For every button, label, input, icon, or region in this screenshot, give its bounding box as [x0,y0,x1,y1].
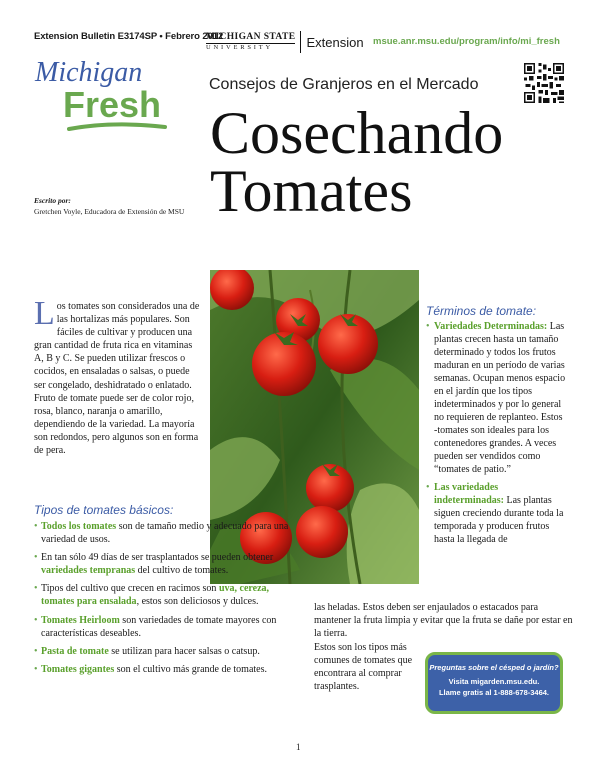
program-url[interactable]: msue.anr.msu.edu/program/info/mi_fresh [373,36,560,47]
msu-wordmark-top: MICHIGAN STATE [206,31,296,42]
msu-wordmark-bottom: UNIVERSITY [206,43,295,52]
terms-list [426,320,566,551]
intro-paragraph [34,295,200,457]
promo-question: Preguntas sobre el césped o jardín? [429,663,559,672]
list-item: • Tomates gigantes son el cultivo más grande de tomates. [34,663,298,676]
list-item: • Tipos del cultivo que crecen en racimos son uva, cereza, tomates para ensalada, estos son deliciosos y dulces. [34,582,298,608]
bulletin-number: Extension Bulletin E3174SP • Febrero 2012 [34,31,224,42]
page-number: 1 [296,742,301,752]
list-item: • Pasta de tomate se utilizan para hacer salsas o catsup. [34,645,298,658]
list-item: • Todos los tomates son de tamaño medio y adecuado para una variedad de usos. [34,520,298,546]
terms-closing: Estos son los tipos más comunes de tomates que encontrara al comprar trasplantes. [314,642,413,692]
garden-help-box[interactable] [425,652,563,714]
promo-call[interactable]: Llame gratis al 1-888-678-3464. [438,688,550,697]
list-item: • Variedades Determinadas: Las plantas crecen hasta un tamaño determinado y todos los frutos maduran en un período de varias semanas. Ocupan menos espacio en el jardín que los tipos indeterminados y por lo general no requieren de replanteo. Estos -tomates son ideales para los contenedores grandes. A veces pueden ser vendidos como “tomates de patio.” [426,320,566,476]
basics-list [34,520,298,681]
page-subtitle: Consejos de Granjeros en el Mercado [209,76,479,93]
list-item: • En tan sólo 49 días de ser trasplantados se pueden obtener variedades tempranas del cultivo de tomates. [34,551,298,577]
msu-extension-logo [206,31,364,53]
terms-continued: las heladas. Estos deben ser enjaulados o estacados para mantener la fruta limpia y evitar que la fruta se dañe por estar en la tierra. [314,602,573,639]
title-line1: Cosechando [210,100,504,166]
logo-line2: Fresh [63,84,162,125]
qr-code-icon [524,63,564,103]
msu-wordmark [206,33,295,52]
logo-line1: Michigan [35,57,143,88]
page-title [210,100,504,224]
terms-heading: Términos de tomate: [426,304,537,318]
michigan-fresh-logo [33,55,173,145]
list-item: • Las variedades indeterminadas: Las plantas siguen creciendo durante toda la temporada y producen frutos hasta la llegada de [426,481,566,546]
basics-heading: Tipos de tomates básicos: [34,503,174,517]
author-label: Escrito por: [34,196,71,205]
intro-dropcap: L [34,295,55,332]
author-name: Gretchen Voyle, Educadora de Extensión de MSU [34,207,185,216]
intro-text: os tomates son considerados una de las hortalizas más populares. Son fáciles de cultivar y producen una gran cantidad de fruta rica en vitaminas A, B y C. Se pueden utilizar frescos o cocidos, en ensaladas o salsas, o puede ser congelado, deshidratado o enlatado. Fruto de tomate puede ser de color rojo, rosa, blanco, naranja o amarillo, dependiendo de la variedad. La mayoría son redondos, pero algunos son en forma de pera. [34,301,200,457]
title-line2: Tomates [210,158,413,224]
msu-extension-label: Extension [306,34,364,50]
list-item: • Tomates Heirloom son variedades de tomate mayores con características deseables. [34,614,298,640]
promo-visit[interactable]: Visita migarden.msu.edu. [448,677,540,686]
logo-divider [300,31,301,53]
